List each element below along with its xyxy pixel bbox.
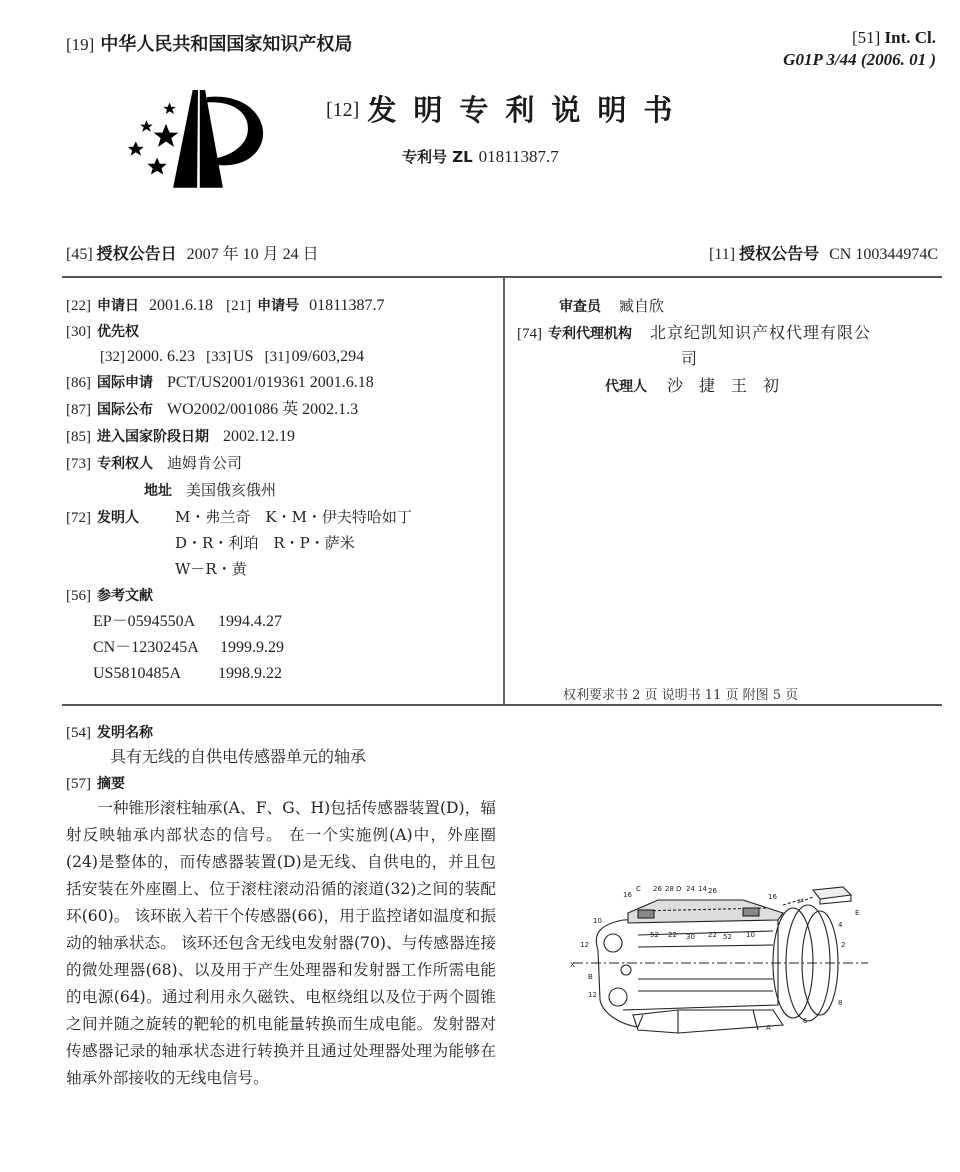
abstract-text: 一种锥形滚柱轴承(A、F、G、H)包括传感器装置(D)，辐射反映轴承内部状态的信号。 在一个实施例(A)中，外座圈(24)是整体的，而传感器装置(D)是无线、自供电的，并且包括安装在外座圈上、位于滚柱滚动沿循的滚道(32)之间的装配环(60)。 该环嵌入若干个传感器(66)，用于监控诸如温度和振动的轴承状态。 该环还包含无线电发射器(70)、与传感器连接的微处理器(68)、以及用于产生处理器和发射器工作所需电能的电源(64)。通过利用永久磁铁、电枢绕组以及位于两个圆锥之间并随之旋转的靶轮的机电能量转换而生成电能。发射器对传感器记录的轴承状态进行转换并且通过处理器处理为能够在轴承外部接收的无线电信号。	[66, 799, 496, 1087]
abstract-heading-row	[66, 773, 125, 794]
field-label: 地址	[144, 483, 172, 499]
svg-text:4: 4	[838, 921, 843, 929]
int-cl-label: Int. Cl.	[884, 28, 936, 47]
inventor-line: M・弗兰奇 K・M・伊夫特哈如丁	[175, 508, 412, 526]
publication-date	[66, 241, 319, 264]
field-code: [32]	[100, 349, 125, 365]
svg-text:22: 22	[668, 931, 677, 939]
field-value: 北京纪凯知识产权代理有限公	[650, 323, 872, 342]
svg-text:26: 26	[653, 885, 662, 893]
field-code: [72]	[66, 510, 91, 526]
field-label: 发明人	[97, 510, 139, 526]
svg-text:16: 16	[768, 893, 777, 901]
svg-text:52: 52	[650, 931, 659, 939]
svg-text:22: 22	[708, 931, 717, 939]
svg-text:12: 12	[588, 991, 597, 999]
reference-number: EP－0594550A	[93, 613, 196, 630]
field-code: [57]	[66, 776, 91, 792]
field-label: 进入国家阶段日期	[97, 429, 209, 445]
field-code: [30]	[66, 324, 91, 340]
issuing-office	[66, 30, 352, 56]
field-label: 优先权	[97, 324, 139, 340]
page-count-summary	[563, 684, 798, 703]
field-code: [54]	[66, 725, 91, 741]
agency-row	[517, 323, 871, 344]
inventors-row	[66, 507, 139, 528]
svg-text:6: 6	[803, 1017, 808, 1025]
field-value: WO2002/001086 英 2002.1.3	[167, 401, 359, 418]
svg-text:24: 24	[686, 885, 695, 893]
field-value: PCT/US2001/019361 2001.6.18	[167, 374, 374, 391]
svg-text:10: 10	[746, 931, 755, 939]
svg-text:12: 12	[580, 941, 589, 949]
svg-text:E: E	[855, 909, 860, 917]
reference-number: CN－1230245A	[93, 639, 199, 656]
field-value: 2007 年 10 月 24 日	[186, 246, 319, 263]
int-cl-value: G01P 3/44 (2006. 01 )	[783, 50, 936, 69]
field-value: 迪姆肯公司	[167, 454, 243, 472]
field-code: [56]	[66, 588, 91, 604]
field-code: [74]	[517, 326, 542, 342]
field-value: 2001.6.18	[149, 297, 213, 314]
field-code: [21]	[226, 298, 252, 314]
field-code: [22]	[66, 298, 91, 314]
int-cl-code: [51]	[851, 28, 881, 47]
reference-item	[93, 637, 284, 658]
priority-row	[66, 321, 139, 342]
svg-text:8: 8	[838, 999, 843, 1007]
field-code: [73]	[66, 456, 91, 472]
address-row	[144, 480, 276, 501]
svg-text:2: 2	[841, 941, 846, 949]
field-label: 代理人	[605, 379, 647, 395]
field-value: 臧自欣	[619, 297, 665, 315]
filing-row	[66, 295, 385, 316]
inventor-line: D・R・利珀 R・P・萨米	[175, 534, 355, 552]
field-label: 授权公告号	[739, 244, 820, 263]
publication-number	[709, 241, 938, 264]
svg-text:28: 28	[665, 885, 674, 893]
national-phase-row	[66, 426, 295, 447]
section-divider	[62, 704, 942, 706]
field-label: 审查员	[559, 299, 601, 315]
field-value: 01811387.7	[309, 297, 385, 314]
page-count-text: 权利要求书 2 页 说明书 11 页 附图 5 页	[563, 688, 799, 703]
intl-publication-row	[66, 399, 358, 420]
field-code: [87]	[66, 402, 91, 418]
doc-type: 发明专利说明书	[367, 93, 690, 127]
priority-detail-row	[100, 346, 364, 367]
document-title	[326, 88, 689, 129]
patent-no-label: 专利号 ZL	[402, 148, 473, 166]
bearing-drawing-figure	[568, 875, 873, 1040]
patentee-row	[66, 453, 242, 474]
agency-line2: 司	[681, 349, 698, 368]
field-code: [31]	[264, 349, 290, 365]
field-label: 专利代理机构	[548, 326, 632, 342]
svg-text:30: 30	[686, 933, 695, 941]
reference-number: US5810485A	[93, 665, 182, 682]
priority-number: 09/603,294	[291, 348, 365, 365]
field-label: 参考文献	[97, 588, 153, 604]
field-value: 沙 捷 王 初	[667, 376, 780, 395]
inventor-line: W－R・黄	[175, 560, 247, 578]
reference-date: 1994.4.27	[218, 613, 282, 630]
invention-title: 具有无线的自供电传感器单元的轴承	[110, 747, 367, 766]
reference-date: 1999.9.29	[220, 639, 284, 656]
field-label: 授权公告日	[96, 244, 177, 263]
office-name: 中华人民共和国国家知识产权局	[100, 34, 353, 55]
svg-text:26: 26	[708, 887, 717, 895]
cnipa-logo-icon	[118, 87, 278, 205]
field-label: 专利权人	[97, 456, 153, 472]
field-code: [11]	[709, 246, 736, 263]
priority-country: US	[233, 348, 254, 365]
svg-text:C: C	[636, 885, 641, 893]
header-divider	[62, 276, 942, 278]
agent-row	[605, 376, 779, 397]
doc-type-code: [12]	[326, 99, 360, 121]
field-code: [33]	[206, 349, 232, 365]
field-label: 申请号	[257, 298, 300, 314]
field-value: 美国俄亥俄州	[186, 481, 277, 499]
svg-text:B: B	[588, 973, 593, 981]
reference-date: 1998.9.22	[218, 665, 282, 682]
priority-date: 2000. 6.23	[127, 348, 195, 365]
patent-no-value: 01811387.7	[478, 147, 559, 166]
invention-title-row	[66, 722, 153, 743]
reference-item	[93, 611, 282, 632]
reference-item	[93, 663, 282, 684]
field-value: 2002.12.19	[223, 428, 295, 445]
field-code: [45]	[66, 246, 93, 263]
field-code: [86]	[66, 375, 91, 391]
svg-text:14: 14	[698, 885, 707, 893]
field-label: 国际申请	[97, 375, 153, 391]
column-divider	[503, 278, 505, 706]
patent-number	[402, 146, 559, 167]
office-code: [19]	[66, 35, 95, 54]
examiner-row	[559, 296, 664, 317]
int-classification	[783, 28, 936, 70]
svg-text:16: 16	[623, 891, 632, 899]
field-label: 国际公布	[97, 402, 153, 418]
svg-text:D: D	[676, 885, 682, 893]
field-label: 申请日	[97, 298, 139, 314]
field-code: [85]	[66, 429, 91, 445]
field-value: CN 100344974C	[829, 246, 938, 263]
field-label: 发明名称	[97, 725, 153, 741]
svg-text:10: 10	[593, 917, 602, 925]
intl-application-row	[66, 372, 374, 393]
svg-text:X: X	[570, 961, 575, 969]
svg-text:A: A	[766, 1024, 771, 1032]
field-label: 摘要	[97, 776, 125, 792]
svg-text:52: 52	[723, 933, 732, 941]
references-row	[66, 585, 153, 606]
